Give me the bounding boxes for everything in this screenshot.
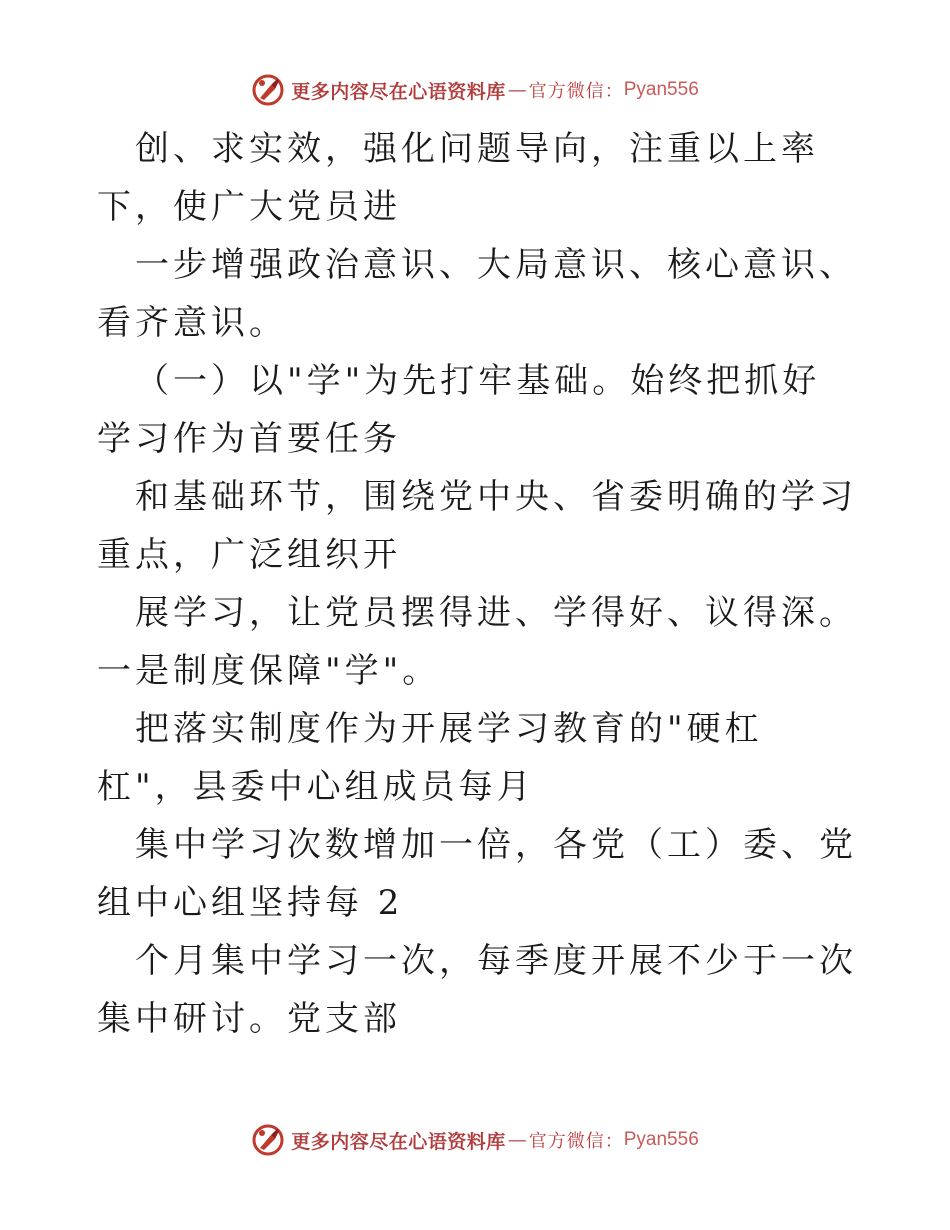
wechat-id: Pyan556 [623, 79, 699, 100]
wechat-label: 官方微信： [528, 1131, 624, 1152]
body-line: 把落实制度作为开展学习教育的"硬杠杠"，县委中心组成员每月 [97, 709, 763, 807]
header-banner [0, 70, 950, 110]
body-line: 和基础环节，围绕党中央、省委明确的学习重点，广泛组织开 [97, 477, 857, 575]
body-line: 个月集中学习一次，每季度开展不少于一次集中研讨。党支部 [97, 941, 857, 1039]
document-body [97, 120, 857, 1048]
banner-separator: — [507, 79, 527, 101]
banner-text: 更多内容尽在心语资料库 [291, 1130, 506, 1153]
banner-separator: — [507, 1129, 527, 1151]
body-line: 一步增强政治意识、大局意识、核心意识、看齐意识。 [97, 245, 857, 343]
pen-nib-swirl-logo [251, 73, 285, 107]
body-line: （一）以"学"为先打牢基础。始终把抓好学习作为首要任务 [97, 361, 821, 459]
wechat-label: 官方微信： [528, 81, 624, 102]
body-line: 创、求实效，强化问题导向，注重以上率下，使广大党员进 [97, 129, 819, 227]
banner-text: 更多内容尽在心语资料库 [291, 80, 506, 103]
pen-nib-swirl-logo [251, 1123, 285, 1157]
wechat-id: Pyan556 [623, 1129, 699, 1150]
footer-banner [0, 1120, 950, 1160]
body-line: 集中学习次数增加一倍，各党（工）委、党组中心组坚持每 2 [97, 825, 857, 923]
body-line: 展学习，让党员摆得进、学得好、议得深。一是制度保障"学"。 [97, 593, 857, 691]
